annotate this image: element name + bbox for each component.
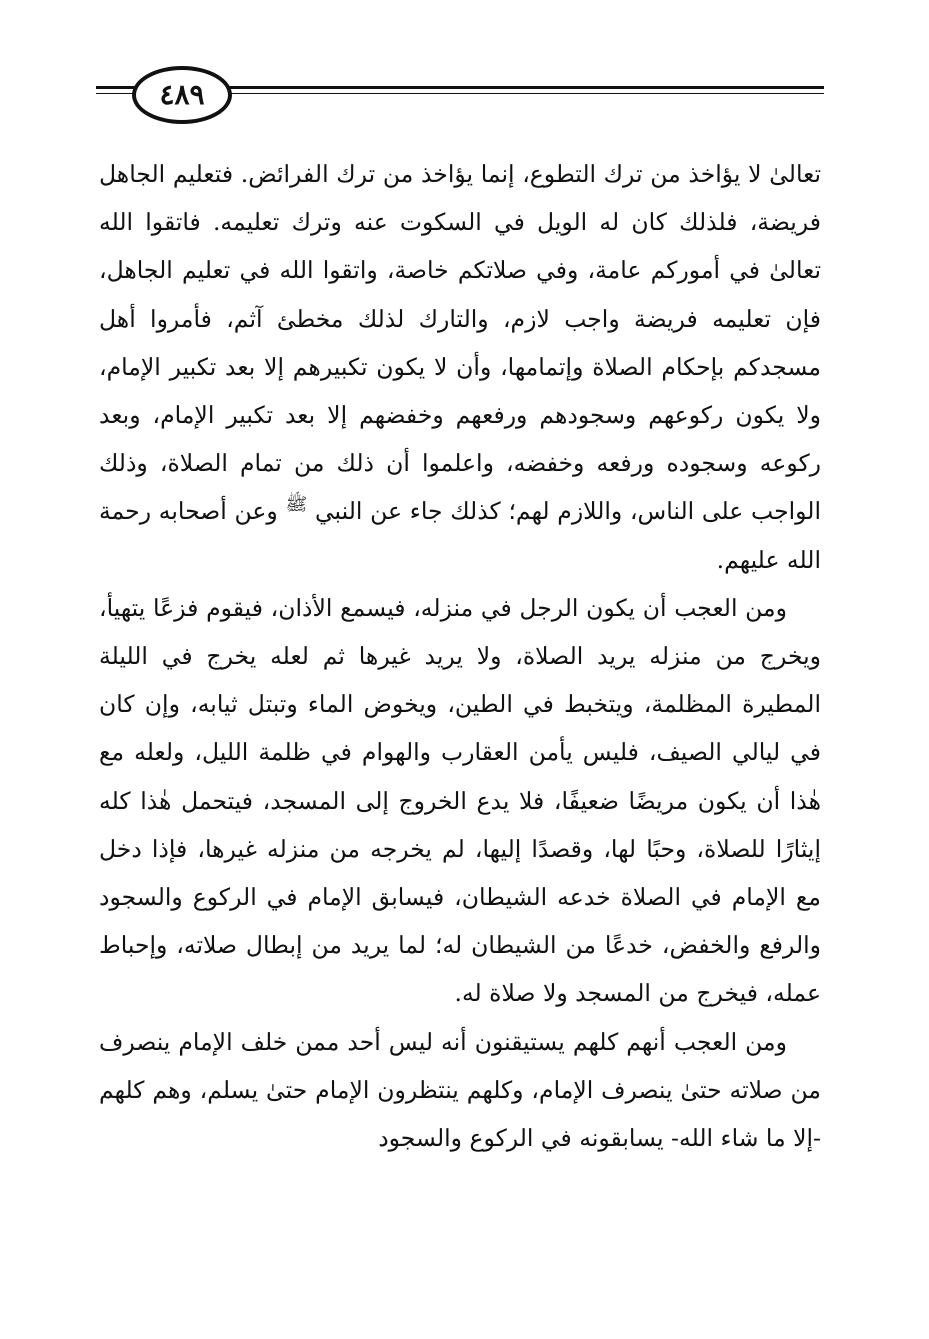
page-header	[96, 66, 824, 128]
paragraph-1-text: تعالىٰ لا يؤاخذ من ترك التطوع، إنما يؤاخذ من ترك الفرائض. فتعليم الجاهل فريضة، فلذلك كان له الويل في السكوت عنه وترك تعليمه. فاتقوا الله تعالىٰ في أموركم عامة، وفي صلاتكم خاصة، واتقوا الله في تعليم الجاهل، فإن تعليمه فريضة واجب لازم، والتارك لذلك مخطئ آثم، فأمروا أهل مسجدكم بإحكام الصلاة وإتمامها، وأن لا يكون تكبيرهم إلا بعد تكبير الإمام، ولا يكون ركوعهم وسجودهم ورفعهم وخفضهم إلا بعد تكبير الإمام، وبعد ركوعه وسجوده ورفعه وخفضه، واعلموا أن ذلك من تمام الصلاة، وذلك الواجب على الناس، واللازم لهم؛ كذلك جاء عن النبي	[99, 160, 821, 526]
page-number-badge	[132, 66, 232, 124]
salawat-ligature: ﷺ	[285, 494, 308, 516]
paragraph-1	[99, 150, 821, 584]
paragraph-1-tail: وعن أصحابه رحمة الله عليهم.	[99, 497, 821, 574]
paragraph-3-text: ومن العجب أنهم كلهم يستيقنون أنه ليس أحد ممن خلف الإمام ينصرف من صلاته حتىٰ ينصرف الإمام، وكلهم ينتظرون الإمام حتىٰ يسلم، وهم كلهم -إلا ما شاء الله- يسابقونه في الركوع والسجود	[99, 1027, 821, 1153]
paragraph-2-text: ومن العجب أن يكون الرجل في منزله، فيسمع الأذان، فيقوم فزعًا يتهيأ، ويخرج من منزله يريد الصلاة، ولا يريد غيرها ثم لعله يخرج في الليلة المطيرة المظلمة، ويتخبط في الطين، ويخوض الماء وتبتل ثيابه، وإن كان في ليالي الصيف، فليس يأمن العقارب والهوام في ظلمة الليل، ولعله مع هٰذا أن يكون مريضًا ضعيفًا، فلا يدع الخروج إلى المسجد، فيتحمل هٰذا كله إيثارًا للصلاة، وحبًا لها، وقصدًا إليها، لم يخرجه من منزله غيرها، فإذا دخل مع الإمام في الصلاة خدعه الشيطان، فيسابق الإمام في الركوع والسجود والرفع والخفض، خدعًا من الشيطان له؛ لما يريد من إبطال صلاته، وإحباط عمله، فيخرج من المسجد ولا صلاة له.	[99, 593, 821, 1008]
page-body	[99, 150, 821, 1162]
paragraph-3	[99, 1018, 821, 1163]
page-number: ٤٨٩	[159, 78, 205, 111]
paragraph-2	[99, 584, 821, 1018]
